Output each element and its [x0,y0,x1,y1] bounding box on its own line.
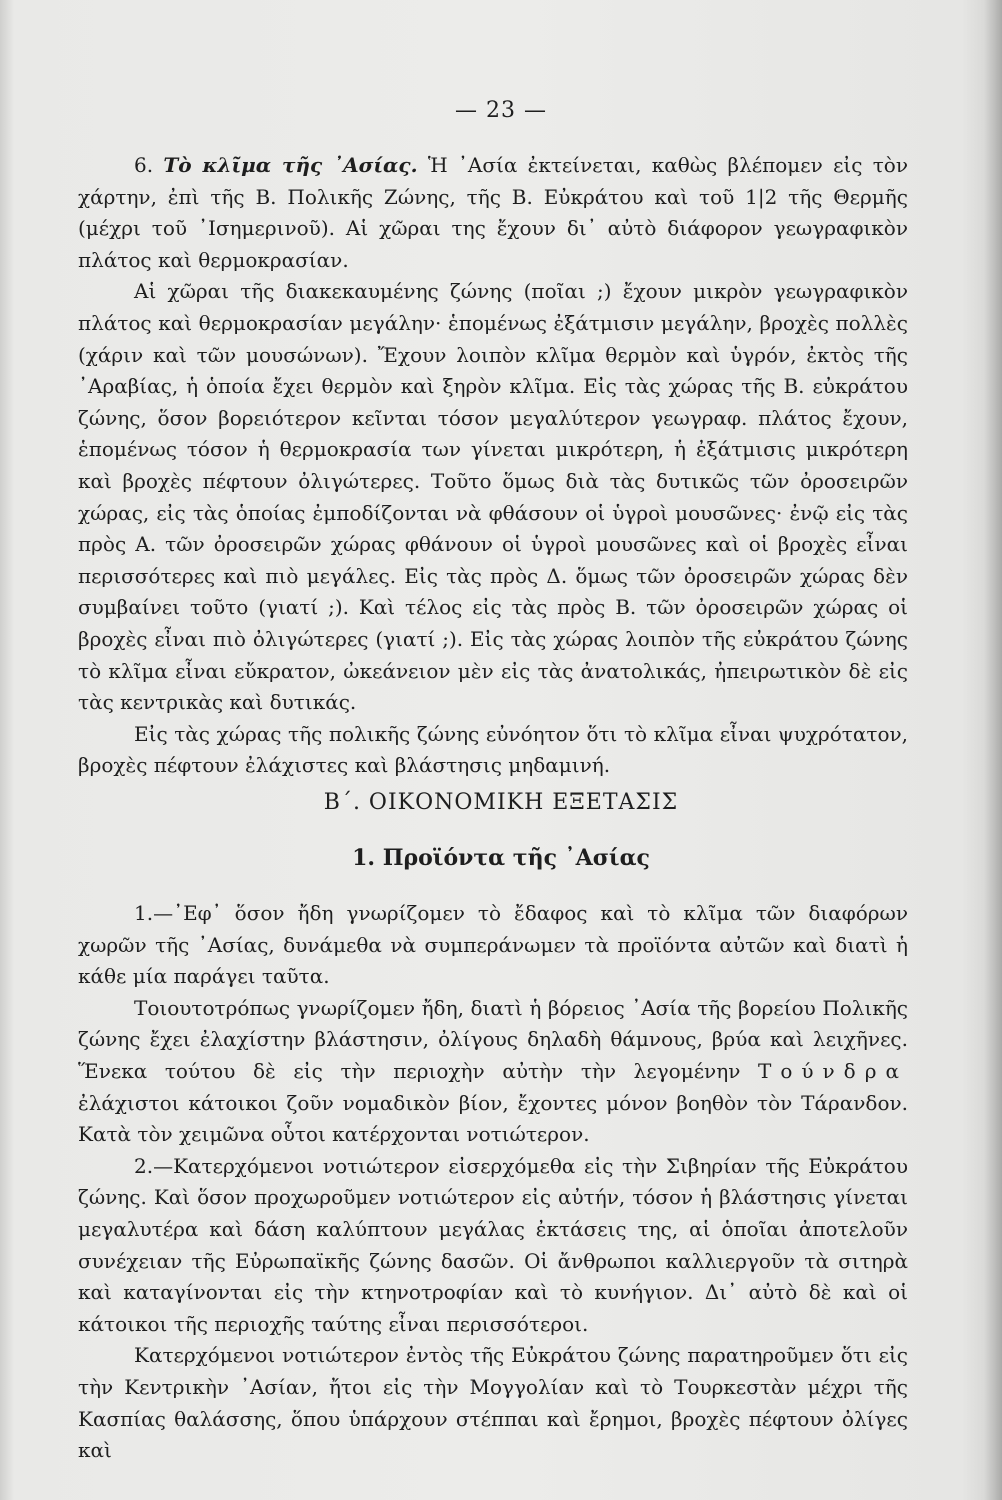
products-section [78,898,908,1467]
paragraph-text: ἐλάχιστοι κάτοικοι ζοῦν νομαδικὸν βίον, ἔχοντες μόνον βοηθὸν τὸν Τάρανδον. Κατὰ τὸν χειμῶνα οὗτοι κατέρχονται νοτιώτερον. [78,1090,908,1147]
climate-paragraph-3: Εἰς τὰς χώρας τῆς πολικῆς ζώνης εὐνόητον ὅτι τὸ κλῖμα εἶναι ψυχρότατον, βροχὲς πέφτουν ἐλάχιστες καὶ βλάστησις μηδαμινή. [78,721,908,778]
products-paragraph-4: Κατερχόμενοι νοτιώτερον ἐντὸς τῆς Εὐκράτου ζώνης παρατηροῦμεν ὅτι εἰς τὴν Κεντρικὴν ᾿Ασίαν, ἤτοι εἰς τὴν Μογγολίαν καὶ τὸ Τουρκεστὰν μέχρι τῆς Κασπίας θαλάσσης, ὅπου ὑπάρχουν στέππαι καὶ ἔρημοι, βροχὲς πέφτουν ὀλίγες καὶ [78,1343,908,1463]
subsection-heading: 1. Προϊόντα τῆς ᾿Ασίας [352,845,650,871]
products-paragraph-1: 1.—᾿Εφ᾿ ὅσον ἤδη γνωρίζομεν τὸ ἔδαφος καὶ τὸ κλῖμα τῶν διαφόρων χωρῶν τῆς ᾿Ασίας, δυνάμεθα νὰ συμπεράνωμεν τὰ προϊόντα αὐτῶν καὶ διατὶ ἡ κάθε μία παράγει ταῦτα. [78,901,908,989]
climate-paragraph-2: Αἱ χῶραι τῆς διακεκαυμένης ζώνης (ποῖαι ;) ἔχουν μικρὸν γεωγραφικὸν πλάτος καὶ θερμοκρασίαν μεγάλην· ἑπομένως ἐξάτμισιν μεγάλην, βροχὲς πολλὲς (χάριν καὶ τῶν μουσώνων). Ἔχουν λοιπὸν κλῖμα θερμὸν καὶ ὑγρόν, ἐκτὸς τῆς ᾿Αραβίας, ἡ ὁποία ἔχει θερμὸν καὶ ξηρὸν κλῖμα. Εἰς τὰς χώρας τῆς Β. εὐκράτου ζώνης, ὅσον βορειότερον κεῖνται τόσον μεγαλύτερον γεωγραφ. πλάτος ἔχουν, ἑπομένως τόσον ἡ θερμοκρασία των γίνεται μικρότερη, ἡ ἐξάτμισις μικρότερη καὶ βροχὲς πέφτουν ὀλιγώτερες. Τοῦτο ὅμως διὰ τὰς δυτικῶς τῶν ὀροσειρῶν χώρας, εἰς τὰς ὁποίας ἐμποδίζονται νὰ φθάσουν οἱ ὑγροὶ μουσῶνες· ἐνῷ εἰς τὰς πρὸς Α. τῶν ὀροσειρῶν χώρας φθάνουν οἱ ὑγροὶ μουσῶνες καὶ οἱ βροχὲς εἶναι περισσότερες καὶ πιὸ μεγάλες. Εἰς τὰς πρὸς Δ. ὅμως τῶν ὀροσειρῶν χώρας δὲν συμβαίνει τοῦτο (γιατί ;). Καὶ τέλος εἰς τὰς πρὸς Β. τῶν ὀροσειρῶν χώρας οἱ βροχὲς εἶναι πιὸ ὀλιγώτερες (γιατί ;). Εἰς τὰς χώρας λοιπὸν τῆς εὐκράτου ζώνης τὸ κλῖμα εἶναι εὔκρατον, ὠκεάνειον μὲν εἰς τὰς ἀνατολικάς, ἠπειρωτικὸν δὲ εἰς τὰς κεντρικὰς καὶ δυτικάς. [78,279,908,715]
page-number: — 23 — [455,98,547,123]
paragraph-text: Τοιουτοτρόπως γνωρίζομεν ἤδη, διατὶ ἡ βόρειος ᾿Ασία τῆς βορείου Πολικῆς ζώνης ἔχει ἐλαχίστην βλάστησιν, ὀλίγους δηλαδὴ θάμνους, βρύα καὶ λειχῆνες. Ἕνεκα τούτου δὲ εἰς τὴν περιοχὴν αὐτὴν τὴν λεγομένην [78,995,908,1083]
section-heading: Β΄. ΟΙΚΟΝΟΜΙΚΗ ΕΞΕΤΑΣΙΣ [323,790,679,815]
inline-heading: Τὸ κλῖμα τῆς ᾿Ασίας. [163,153,418,177]
spaced-term-tundra: Τούνδρα [757,1058,908,1083]
climate-paragraph-1 [78,150,908,276]
climate-section [78,150,908,782]
products-paragraph-3: 2.—Κατερχόμενοι νοτιώτερον εἰσερχόμεθα εἰς τὴν Σιβηρίαν τῆς Εὐκράτου ζώνης. Καὶ ὅσον προχωροῦμεν νοτιώτερον εἰς αὐτήν, τόσον ἡ βλάστησις γίνεται μεγαλυτέρα καὶ δάση καλύπτουν μεγάλας ἐκτάσεις της, αἱ ὁποῖαι ἀποτελοῦν συνέχειαν τῆς Εὐρωπαϊκῆς ζώνης δασῶν. Οἱ ἄνθρωποι καλλιεργοῦν τὰ σιτηρὰ καὶ καταγίνονται εἰς τὴν κτηνοτροφίαν καὶ τὸ κυνήγιον. Δι᾿ αὐτὸ δὲ καὶ οἱ κάτοικοι τῆς περιοχῆς ταύτης εἶναι περισσότεροι. [78,1153,908,1336]
book-spine-shadow [984,0,1002,1500]
paragraph-text: Ἡ ᾿Ασία ἐκτείνεται, καθὼς βλέπομεν εἰς τὸν χάρτην, ἐπὶ τῆς Β. Πολικῆς Ζώνης, τῆς Β. Εὐκράτου καὶ τοῦ 1|2 τῆς Θερμῆς (μέχρι τοῦ ᾿Ισημερινοῦ). Αἱ χῶραι της ἔχουν δι᾿ αὐτὸ διάφορον γεωγραφικὸν πλάτος καὶ θερμοκρασίαν. [78,153,909,272]
paragraph-number: 6. [134,153,164,177]
products-paragraph-2 [78,993,908,1151]
